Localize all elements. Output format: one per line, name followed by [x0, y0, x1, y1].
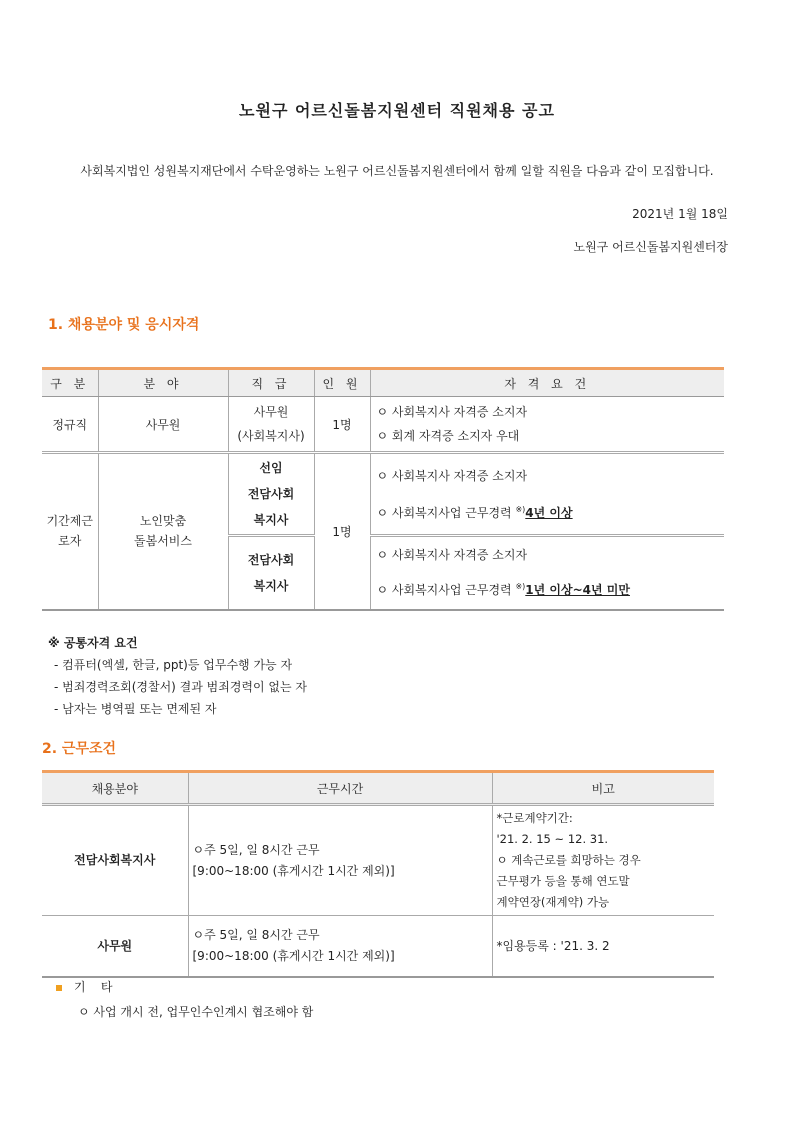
- row-hours: [188, 916, 492, 978]
- requirement-highlight: 1년 이상~4년 미만: [525, 583, 630, 598]
- table-header-row: [42, 772, 714, 805]
- table-header-row: [42, 369, 724, 397]
- signer: 노원구 어르신돌봄지원센터장: [573, 240, 728, 254]
- header-notes: 비고: [492, 772, 714, 805]
- section1-title: 1. 채용분야 및 응시자격: [48, 317, 200, 333]
- row-grade: [228, 453, 314, 536]
- work-conditions-table: [42, 770, 714, 978]
- row-type: 정규직: [42, 397, 98, 453]
- row-requirements: [370, 397, 724, 453]
- row-count: 1명: [314, 397, 370, 453]
- note-mark: ※): [515, 504, 526, 514]
- requirement: ㅇ 사회복지사 자격증 소지자: [376, 548, 528, 563]
- intro-text: 사회복지법인 성원복지재단에서 수탁운영하는 노원구 어르신돌봄지원센터에서 함께 일할 직원을 다음과 같이 모집합니다.: [80, 164, 714, 178]
- row-field: 사무원: [98, 397, 228, 453]
- requirement-text: ㅇ 사회복지사업 근무경력: [376, 505, 516, 520]
- list-item: ㅇ 사업 개시 전, 업무인수인계시 협조해야 함: [78, 1005, 314, 1019]
- note-line: 근무평가 등을 통해 연도말: [496, 874, 630, 888]
- hours-line: [9:00~18:00 (휴게시간 1시간 제외)]: [192, 863, 395, 878]
- grade-line: 복지사: [253, 578, 289, 593]
- header-field: 채용분야: [42, 772, 188, 805]
- misc-heading-row: [56, 978, 313, 995]
- table-row: [42, 453, 724, 536]
- note-line: 계약연장(재계약) 가능: [496, 895, 610, 909]
- section2-title: 2. 근무조건: [42, 741, 117, 757]
- requirement-highlight: 4년 이상: [525, 505, 573, 520]
- row-type: 기간제근로자: [42, 453, 98, 610]
- row-count: 1명: [314, 453, 370, 610]
- misc-heading: 기 타: [74, 980, 113, 994]
- common-heading: ※ 공통자격 요건: [48, 636, 138, 650]
- square-bullet-icon: [56, 985, 62, 991]
- row-notes: [492, 916, 714, 978]
- hours-line: ㅇ주 5일, 일 8시간 근무: [192, 842, 320, 857]
- grade-line: 복지사: [253, 513, 289, 527]
- row-grade: [228, 397, 314, 453]
- row-category: 사무원: [42, 916, 188, 978]
- page-title: 노원구 어르신돌봄지원센터 직원채용 공고: [239, 101, 555, 120]
- row-hours: [188, 805, 492, 916]
- requirement: ㅇ 사회복지사 자격증 소지자: [376, 468, 528, 483]
- table-row: [42, 805, 714, 916]
- note-mark: ※): [515, 582, 526, 592]
- header-hours: 근무시간: [188, 772, 492, 805]
- recruitment-table: [42, 367, 724, 611]
- notice-date: 2021년 1월 18일: [632, 207, 728, 221]
- hours-line: ㅇ주 5일, 일 8시간 근무: [192, 928, 320, 942]
- row-grade: [228, 536, 314, 610]
- header-field: 분 야: [98, 369, 228, 397]
- hours-line: [9:00~18:00 (휴게시간 1시간 제외)]: [192, 949, 395, 963]
- list-item: - 남자는 병역필 또는 면제된 자: [54, 702, 217, 716]
- grade-line: 선임: [259, 461, 283, 475]
- table-row: [42, 397, 724, 453]
- grade-line: 사무원: [253, 405, 289, 419]
- field-line: 돌봄서비스: [134, 534, 192, 549]
- list-item: - 범죄경력조회(경찰서) 결과 범죄경력이 없는 자: [54, 680, 308, 694]
- grade-line: 전담사회: [247, 487, 295, 501]
- common-requirements: [48, 632, 307, 720]
- requirement: ㅇ 사회복지사 자격증 소지자: [376, 405, 528, 419]
- row-requirements: [370, 536, 724, 610]
- row-notes: [492, 805, 714, 916]
- header-grade: 직 급: [228, 369, 314, 397]
- note-line: *근로계약기간:: [496, 811, 573, 825]
- requirement: [377, 493, 724, 530]
- misc-section: [56, 978, 313, 1020]
- list-item: - 컴퓨터(엑셀, 한글, ppt)등 업무수행 가능 자: [54, 658, 293, 672]
- header-requirements: 자 격 요 건: [370, 369, 724, 397]
- grade-line: (사회복지사): [237, 429, 305, 443]
- note-line: ㅇ 계속근로를 희망하는 경우: [496, 853, 641, 867]
- grade-line: 전담사회: [247, 552, 295, 567]
- row-field: [98, 453, 228, 610]
- field-line: 노인맞춤: [139, 514, 187, 529]
- header-count: 인 원: [314, 369, 370, 397]
- note-line: '21. 2. 15 ~ 12. 31.: [496, 832, 609, 846]
- row-category: 전담사회복지사: [42, 805, 188, 916]
- requirement: ㅇ 회계 자격증 소지자 우대: [376, 429, 520, 443]
- note-line: *임용등록 : '21. 3. 2: [496, 938, 610, 953]
- table-row: [42, 916, 714, 978]
- header-category: 구 분: [42, 369, 98, 397]
- requirement: [377, 571, 724, 606]
- row-requirements: [370, 453, 724, 536]
- requirement-text: ㅇ 사회복지사업 근무경력: [376, 583, 516, 598]
